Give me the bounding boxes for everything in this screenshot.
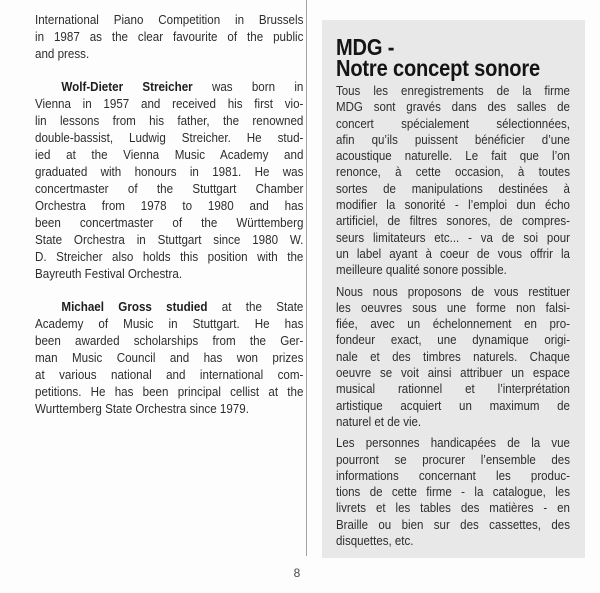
paragraph [35, 298, 303, 417]
text-line: Orchestra from 1978 to 1980 and has [35, 198, 304, 213]
text-line: les oeuvres sous une forme non falsi- [336, 299, 570, 315]
text-line: concert spécialement sélectionnées, [336, 115, 570, 131]
panel-heading [336, 34, 570, 81]
text-line: Bayreuth Festival Orchestra. [35, 266, 183, 281]
text-line: nale et des timbres naturels. Chaque [336, 348, 570, 364]
text-line: Les personnes handicapées de la vue [336, 435, 570, 451]
text-line: tions de cette firme - la catalogue, les [336, 484, 570, 500]
panel-heading-line2: Notre concept sonore [336, 55, 541, 81]
text-line: naturel et de vie. [336, 413, 422, 429]
text-line: concertmaster of the Stuttgart Chamber [35, 181, 304, 196]
text-line: Michael Gross studied at the State [61, 299, 304, 314]
text-line: musical rationnel et l’interprétation [336, 381, 570, 397]
text-line: pourront se procurer l’ensemble des [336, 451, 570, 467]
text-line: Nous nous proposons de vous restituer [336, 283, 570, 299]
text-line: modifier la sonorité - l’emploi dun écho [336, 197, 570, 213]
text-line: fiée, avec un échelonnement en pro- [336, 316, 570, 332]
text-line: informations concernant les produc- [336, 467, 570, 483]
text-line: Braille ou bien sur des cassettes, des [336, 516, 570, 532]
text-line: ied at the Vienna Music Academy and [35, 147, 304, 162]
text-line: fondeur exact, une dynamique origi- [336, 332, 570, 348]
text-line: been concertmaster of the Württemberg [35, 215, 304, 230]
paragraph [336, 83, 570, 279]
column-divider-rule [306, 0, 307, 556]
text-line: at various national and international com- [35, 367, 304, 382]
right-column-french-text [336, 34, 570, 554]
text-line: and press. [35, 46, 90, 61]
page-number: 8 [293, 566, 301, 580]
text-line: International Piano Competition in Brussels [35, 12, 304, 27]
text-line: oeuvre se voit ainsi attribuer un espace [336, 365, 570, 381]
text-line: artificiel, de filtres sonores, de compres- [336, 213, 570, 229]
text-line: man Music Council and has won prizes [35, 350, 304, 365]
text-line: renonce, à cette occasion, à toutes [336, 164, 570, 180]
text-line: Wurttemberg State Orchestra since 1979. [35, 401, 249, 416]
bold-person-name: Wolf-Dieter Streicher [61, 79, 193, 94]
bold-person-name: Michael Gross studied [61, 299, 208, 314]
text-line: State Orchestra in Stuttgart since 1980 W. [35, 232, 304, 247]
panel-heading-line1: MDG - [336, 34, 395, 60]
text-line: acoustique naturelle. Le fait que l’on [336, 148, 570, 164]
panel-body [336, 83, 570, 549]
text-line: Academy of Music in Stuttgart. He has [35, 316, 304, 331]
text-line: Tous les enregistrements de la firme [336, 83, 570, 98]
text-line: meilleure qualité sonore possible. [336, 262, 507, 278]
mdg-concept-panel [322, 20, 585, 558]
text-line: seurs limitateurs etc... - va de soi pour [336, 229, 570, 245]
text-line: afin qu’ils puissent bénéficier d’une [336, 131, 570, 147]
text-line: artistique acquiert un maximum de [336, 397, 570, 413]
paragraph [336, 435, 570, 549]
text-line: been awarded scholarships from the Ger- [35, 333, 304, 348]
text-line: in 1987 as the clear favourite of the public [35, 29, 304, 44]
paragraph [35, 78, 303, 282]
text-line: MDG sont gravés dans des salles de [336, 99, 570, 115]
paragraph [336, 284, 570, 431]
text-line: Wolf-Dieter Streicher was born in [61, 79, 304, 94]
text-line: lin lessons from his father, the renowned [35, 113, 304, 128]
text-line: petitions. He has been principal cellist at the [35, 384, 304, 399]
text-line: double-bassist, Ludwig Streicher. He stud- [35, 130, 304, 145]
text-line: Vienna in 1957 and received his first vio- [35, 96, 304, 111]
text-line: un label ayant à coeur de vous offrir la [336, 245, 570, 261]
paragraph [35, 11, 303, 62]
text-line: graduated with honours in 1981. He was [35, 164, 304, 179]
left-column-english-text [35, 11, 303, 433]
text-line: D. Streicher also holds this position with the [35, 249, 304, 264]
text-line: sortes de manipulations destinées à [336, 180, 570, 196]
text-line: livrets et les tables des matières - en [336, 500, 570, 516]
text-line: disquettes, etc. [336, 533, 414, 549]
